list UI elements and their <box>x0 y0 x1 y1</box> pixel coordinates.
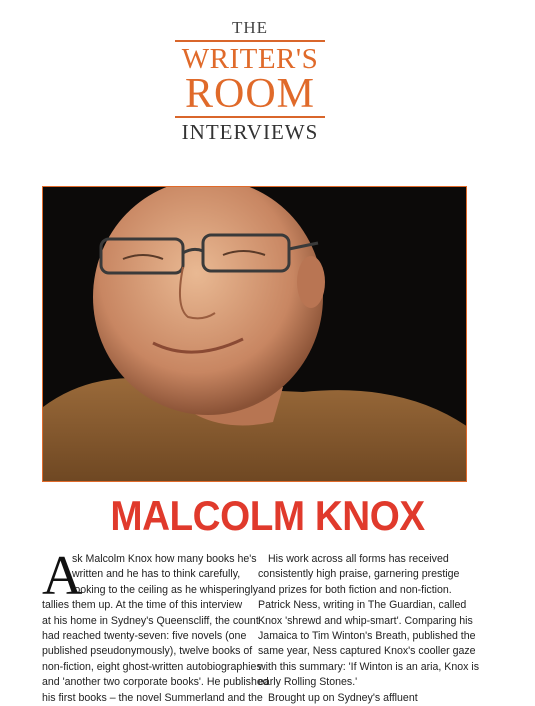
body-line: same year, Ness captured Knox's cooller gaze <box>258 645 476 658</box>
interviewee-name: MALCOLM KNOX <box>110 492 425 539</box>
body-line: published pseudonymously), twelve books of <box>42 645 253 658</box>
body-line: non-fiction, eight ghost-written autobiographies <box>42 660 262 673</box>
masthead-writers: WRITER'S <box>181 43 319 75</box>
body-line: at his home in Sydney's Queenscliff, the count <box>42 614 259 627</box>
drop-cap: A <box>42 545 83 607</box>
body-line: his first books – the novel Summerland and the <box>42 691 263 704</box>
body-line: and prizes for both fiction and non-fiction. <box>258 583 452 596</box>
body-line: Brought up on Sydney's affluent <box>268 691 418 704</box>
body-line: Patrick Ness, writing in The Guardian, called <box>258 599 467 612</box>
masthead-room: ROOM <box>184 71 316 117</box>
article-column-left <box>42 545 269 706</box>
masthead-the: THE <box>231 18 269 37</box>
article-column-right <box>258 552 480 706</box>
author-photo <box>42 186 467 482</box>
body-line: consistently high praise, garnering prestige <box>258 568 460 581</box>
body-line: had reached twenty-seven: five novels (one <box>42 630 247 643</box>
body-line: Knox 'shrewd and whip-smart'. Comparing his <box>258 614 473 627</box>
body-line: Jamaica to Tim Winton's Breath, published the <box>258 630 476 643</box>
body-line: written and he has to think carefully, <box>72 568 241 581</box>
body-line: early Rolling Stones.' <box>258 676 358 689</box>
body-line: His work across all forms has received <box>268 553 449 565</box>
masthead <box>160 18 340 144</box>
body-line: with this summary: 'If Winton is an aria, Knox is <box>258 660 480 673</box>
masthead-rule-top <box>175 40 325 42</box>
body-line: sk Malcolm Knox how many books he's <box>72 553 257 565</box>
author-portrait-illustration <box>43 187 467 482</box>
masthead-interviews: INTERVIEWS <box>181 120 319 144</box>
body-line: tallies them up. At the time of this interview <box>42 599 243 612</box>
body-line: looking to the ceiling as he whisperingly <box>72 583 259 596</box>
body-line: and 'another two corporate books'. He published <box>42 676 269 689</box>
